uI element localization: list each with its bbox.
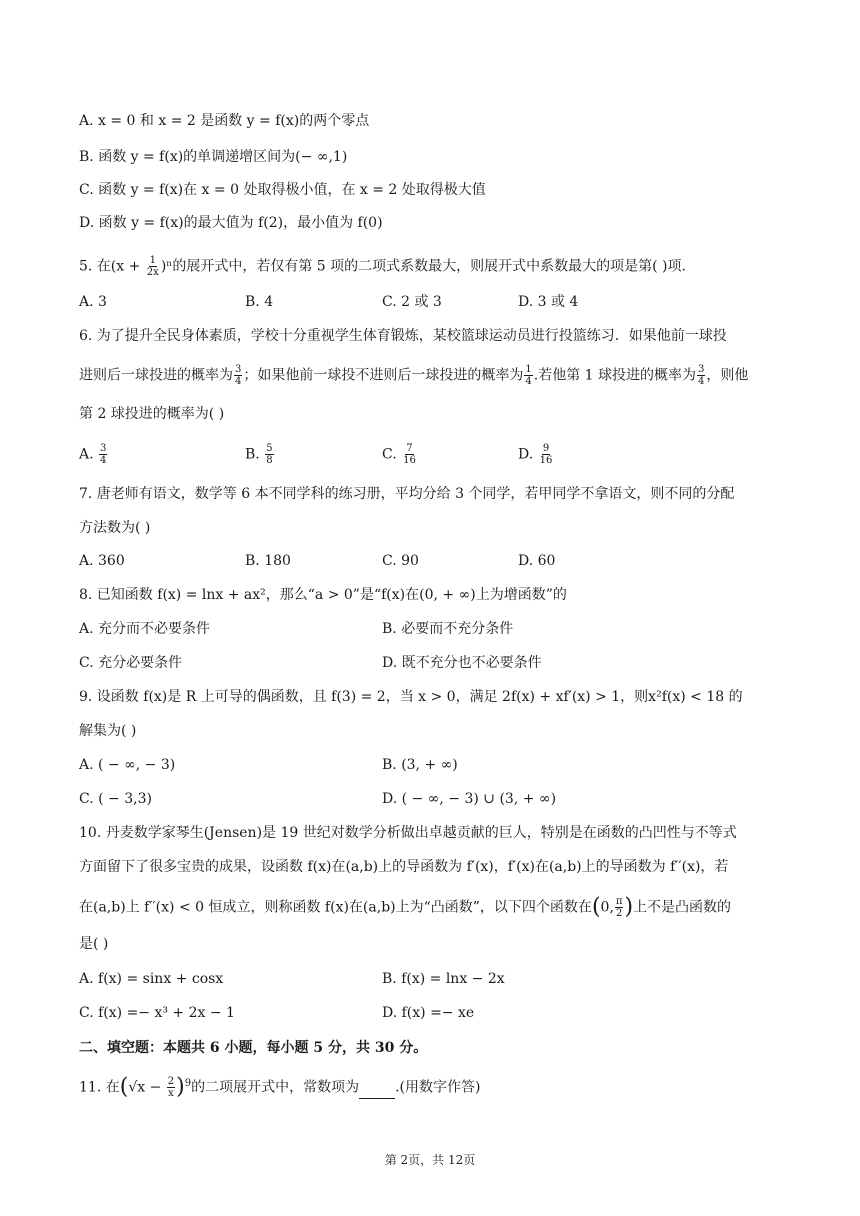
q7-option-a: A. 360	[79, 553, 125, 569]
q7-option-b: B. 180	[245, 553, 291, 569]
q5-option-b: B. 4	[245, 294, 274, 310]
q5-option-d: D. 3 或 4	[518, 294, 579, 310]
q9-option-c: C. ( − 3,3)	[79, 791, 152, 807]
q7-option-d: D. 60	[518, 553, 556, 569]
q8-option-a: A. 充分而不必要条件	[79, 621, 211, 637]
q5-suffix: )ⁿ的展开式中，若仅有第 5 项的二项式系数最大，则展开式中系数最大的项是第( )项.	[160, 258, 686, 275]
q6-option-a: A. $\frac{3}{4}$	[79, 443, 107, 466]
q4-option-d: D. 函数 y = f(x)的最大值为 f(2)，最小值为 f(0)	[79, 215, 383, 231]
q10-option-a: A. f(x) = sinx + cosx	[79, 971, 224, 987]
q8-line-1: 8. 已知函数 f(x) = lnx + ax²，那么“a > 0”是“f(x)在(0, + ∞)上为增函数”的	[79, 587, 567, 603]
q5-fraction: $\frac{1}{2x}$	[146, 255, 159, 278]
q8-option-b: B. 必要而不充分条件	[382, 621, 514, 637]
q10-line-1: 10. 丹麦数学家琴生(Jensen)是 19 世纪对数学分析做出卓越贡献的巨人，特别是在函数的凸凹性与不等式	[79, 825, 737, 841]
q6-option-d: D. $\frac{9}{16}$	[518, 443, 553, 466]
q6-option-b: B. $\frac{5}{8}$	[245, 443, 273, 466]
q4-option-c: C. 函数 y = f(x)在 x = 0 处取得极小值，在 x = 2 处取得极大值	[79, 182, 486, 198]
q6-option-c: C. $\frac{7}{16}$	[382, 443, 416, 466]
q5-stem	[79, 255, 686, 278]
q5-option-a: A. 3	[79, 294, 107, 310]
q10-option-d: D. f(x) =− xe	[382, 1005, 475, 1021]
q9-line-1: 9. 设函数 f(x)是 R 上可导的偶函数，且 f(3) = 2，当 x > 0，满足 2f(x) + xf′(x) > 1，则x²f(x) < 18 的	[79, 689, 743, 705]
q9-option-b: B. (3, + ∞)	[382, 757, 458, 773]
q6-line-3: 第 2 球投进的概率为( )	[79, 406, 225, 422]
q5-option-c: C. 2 或 3	[382, 294, 442, 310]
q7-line-2: 方法数为( )	[79, 520, 151, 536]
q9-option-a: A. ( − ∞, − 3)	[79, 757, 176, 773]
q4-option-a: A. x = 0 和 x = 2 是函数 y = f(x)的两个零点	[79, 113, 370, 129]
q9-option-d: D. ( − ∞, − 3) ∪ (3, + ∞)	[382, 791, 557, 807]
q10-line-4: 是( )	[79, 936, 109, 952]
q10-line-3: 在(a,b)上 f′′(x) < 0 恒成立，则称函数 f(x)在(a,b)上为“凸函数”，以下四个函数在(0, $\frac{\pi}{2}$ )上不是凸函数的	[79, 894, 732, 920]
q8-option-c: C. 充分必要条件	[79, 655, 183, 671]
q4-option-b: B. 函数 y = f(x)的单调递增区间为(− ∞,1)	[79, 149, 348, 165]
q10-option-b: B. f(x) = lnx − 2x	[382, 971, 505, 987]
q6-line-2: 进则后一球投进的概率为 $\frac{3}{4}$ ；如果他前一球投不进则后一球投进的概率为 $\frac{1}{4}$ .若他第 1 球投进的概率为 $\frac{3}{4}$ ，则他	[79, 364, 749, 387]
section-heading-fill-in: 二、填空题：本题共 6 小题，每小题 5 分，共 30 分。	[79, 1040, 428, 1056]
q5-prefix: 5. 在(x +	[79, 258, 145, 275]
answer-blank[interactable]	[359, 1084, 395, 1099]
q9-line-2: 解集为( )	[79, 723, 137, 739]
q10-line-2: 方面留下了很多宝贵的成果，设函数 f(x)在(a,b)上的导函数为 f′(x)，f′(x)在(a,b)上的导函数为 f′′(x)，若	[79, 859, 729, 875]
q8-option-d: D. 既不充分也不必要条件	[382, 655, 542, 671]
q10-option-c: C. f(x) =− x³ + 2x − 1	[79, 1005, 235, 1021]
page-footer: 第 2页，共 12页	[384, 1153, 476, 1167]
q11-stem: 11. 在(√x − $\frac{2}{x}$ )$^9$的二项展开式中，常数项为 .(用数字作答)	[79, 1074, 481, 1100]
q6-line-1: 6. 为了提升全民身体素质，学校十分重视学生体育锻炼，某校篮球运动员进行投篮练习．如果他前一球投	[79, 328, 727, 344]
q7-option-c: C. 90	[382, 553, 419, 569]
q7-line-1: 7. 唐老师有语文，数学等 6 本不同学科的练习册，平均分给 3 个同学，若甲同学不拿语文，则不同的分配	[79, 486, 735, 502]
